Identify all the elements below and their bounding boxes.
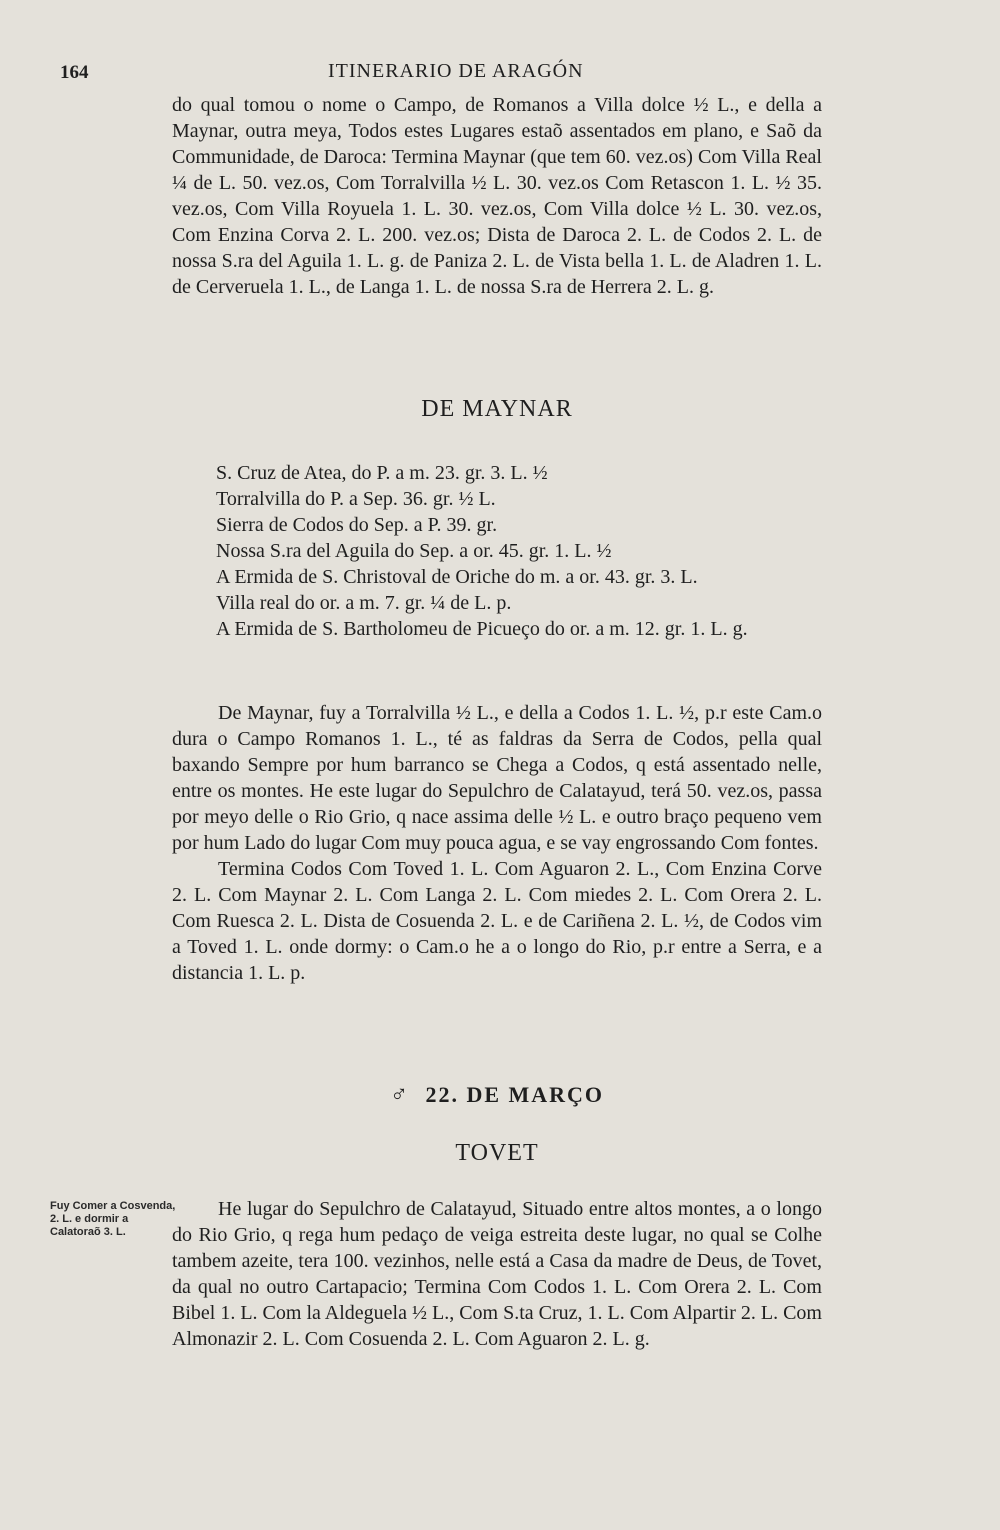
paragraph-campo-romanos	[172, 92, 822, 300]
paragraph-maynar-to-codos: De Maynar, fuy a Torralvilla ½ L., e della a Codos 1. L. ½, p.r este Cam.o dura o Campo Romanos 1. L., té as faldras da Serra de Codos, pella qual baxando Sempre por hum barranco se Chega a Codos, q está assentado nelle, entre os montes. He este lugar do Sepulchro de Calatayud, terá 50. vez.os, passa por meyo delle o Rio Grio, q nace assima delle ½ L. e outro braço pequeno vem por hum Lado do lugar Com muy pouca agua, e se vay engrossando Com fontes.	[172, 702, 822, 854]
section-heading-de-maynar: DE MAYNAR	[421, 396, 573, 422]
route-entry: Villa real do or. a m. 7. gr. ¼ de L. p.	[216, 592, 512, 614]
paragraph-codos-limits: Termina Codos Com Toved 1. L. Com Aguaron 2. L., Com Enzina Corve 2. L. Com Maynar 2. L. Com Langa 2. L. Com miedes 2. L. Com Orera 2. L. Com Ruesca 2. L. Dista de Cosuenda 2. L. e de Cariñena 2. L. ½, de Codos vim a Toved 1. L. onde dormy: o Cam.o he a o longo do Rio, p.r entre a Serra, e a distancia 1. L. p.	[172, 858, 822, 984]
route-list	[174, 460, 822, 642]
route-entry: Torralvilla do P. a Sep. 36. gr. ½ L.	[216, 488, 496, 510]
paragraph-text: do qual tomou o nome o Campo, de Romanos a Villa dolce ½ L., e della a Maynar, outra meya, Todos estes Lugares estaõ assentados em plano, e Saõ da Communidade, de Daroca: Termina Maynar (que tem 60. vez.os) Com Villa Real ¼ de L. 50. vez.os, Com Torralvilla ½ L. 30. vez.os Com Retascon 1. L. ½ 35. vez.os, Com Villa Royuela 1. L. 30. vez.os, Com Villa dolce ½ L. 30. vez.os, Com Enzina Corva 2. L. 200. vez.os; Dista de Daroca 2. L. de Codos 2. L. de nossa S.ra del Aguila 1. L. g. de Paniza 2. L. de Vista bella 1. L. de Aladren 1. L. de Cerveruela 1. L., de Langa 1. L. de nossa S.ra de Herrera 2. L. g.	[172, 94, 822, 298]
paragraph-tovet	[172, 1196, 822, 1352]
route-entry: A Ermida de S. Christoval de Oriche do m. a or. 43. gr. 3. L.	[216, 566, 698, 588]
margin-note: Fuy Comer a Cosvenda, 2. L. e dormir a Calatoraõ 3. L.	[50, 1200, 176, 1238]
section-heading-tovet: TOVET	[455, 1140, 539, 1166]
running-head	[0, 58, 1000, 88]
date-heading	[172, 1082, 822, 1109]
route-entry: Sierra de Codos do Sep. a P. 39. gr.	[216, 514, 498, 536]
route-entry: S. Cruz de Atea, do P. a m. 23. gr. 3. L. ½	[216, 462, 548, 484]
page-number: 164	[60, 62, 89, 83]
route-entry: Nossa S.ra del Aguila do Sep. a or. 45. gr. 1. L. ½	[216, 540, 612, 562]
date-heading-text: 22. DE MARÇO	[425, 1082, 605, 1107]
paragraphs-codos	[172, 700, 822, 986]
route-entry: A Ermida de S. Bartholomeu de Picueço do or. a m. 12. gr. 1. L. g.	[216, 618, 748, 640]
running-title: ITINERARIO DE ARAGÓN	[328, 60, 584, 82]
tuesday-symbol: ♂	[389, 1082, 410, 1108]
paragraph-text: He lugar do Sepulchro de Calatayud, Situado entre altos montes, a o longo do Rio Grio, q rega hum pedaço de veiga estreita deste lugar, no qual se Colhe tambem azeite, tera 100. vezinhos, nelle está a Casa da madre de Deus, de Tovet, da qual no outro Cartapacio; Termina Com Codos 1. L. Com Orera 2. L. Com Bibel 1. L. Com la Aldeguela ½ L., Com S.ta Cruz, 1. L. Com Alpartir 2. L. Com Almonazir 2. L. Com Cosuenda 2. L. Com Aguaron 2. L. g.	[172, 1198, 822, 1350]
